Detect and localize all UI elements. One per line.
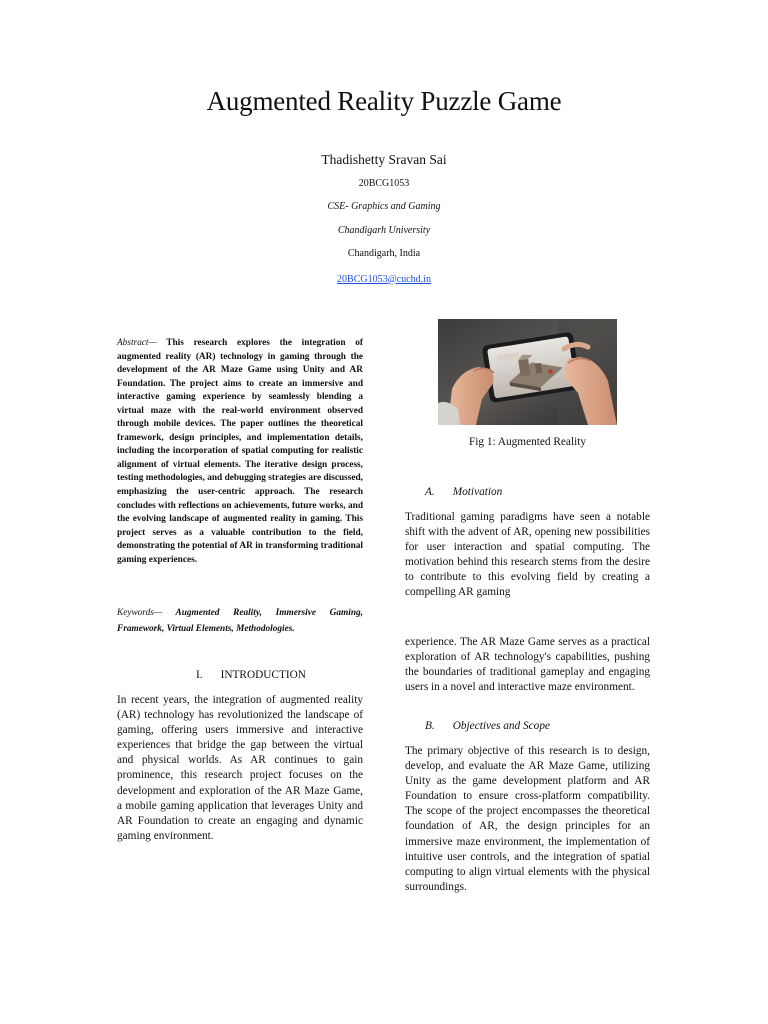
section-heading-motivation bbox=[425, 486, 502, 498]
introduction-body bbox=[117, 693, 363, 844]
abstract-text: This research explores the integration of augmented reality (AR) technology in gaming through the development of the AR Maze Game using Unity and AR Foundation. The project aims to create an immersive and interactive gaming experience by seamlessly blending a virtual maze with the real-world environment observed through mobile devices. The paper outlines the theoretical framework, design principles, and implementation details, including the incorporation of spatial computing for realistic alignment of virtual elements. The iterative design process, testing methodologies, and debugging strategies are discussed, emphasizing the user-centric approach. The research concludes with reflections on achievements, future works, and the evolving landscape of augmented reality in gaming. This project serves as a valuable contribution to the field, demonstrating the potential of AR in transforming traditional gaming experiences. bbox=[117, 338, 363, 565]
section-number: I. bbox=[196, 669, 203, 681]
figure-ar-phone bbox=[438, 319, 617, 425]
author-name: Thadishetty Sravan Sai bbox=[321, 152, 447, 167]
figure-caption: Fig 1: Augmented Reality bbox=[468, 436, 587, 448]
motivation-body-top bbox=[405, 510, 650, 601]
section-title: INTRODUCTION bbox=[220, 669, 306, 681]
motivation-paragraph-part2: experience. The AR Maze Game serves as a practical exploration of AR technology's capabilities, pushing the boundaries of traditional gameplay and engaging users in a novel and interactive maze environment. bbox=[405, 636, 650, 694]
motivation-body-bottom bbox=[405, 635, 650, 695]
keywords-text: Augmented Reality, Immersive Gaming, Framework, Virtual Elements, Methodologies. bbox=[117, 608, 363, 634]
keywords-label: Keywords— bbox=[117, 608, 163, 618]
author-location: Chandigarh, India bbox=[347, 248, 421, 259]
section-title: Objectives and Scope bbox=[452, 720, 550, 732]
section-number: B. bbox=[425, 720, 435, 732]
objectives-paragraph: The primary objective of this research is to design, develop, and evaluate the AR Maze Game, utilizing Unity as the game development platform and AR Foundation to ensure cross-platform compatibility. The scope of the project encompasses the theoretical foundation of AR, the design principles for an immersive maze environment, the implementation of intuitive user controls, and the integration of spatial computing to align virtual elements with the physical surroundings. bbox=[405, 745, 650, 893]
section-number: A. bbox=[425, 486, 435, 498]
section-heading-introduction bbox=[196, 669, 306, 681]
introduction-paragraph: In recent years, the integration of augmented reality (AR) technology has revolutionized the landscape of gaming, offering users immersive and interactive experiences that bridge the gap between the virtual and physical worlds. As AR continues to gain prominence, this research project focuses on the development and exploration of the AR Maze Game, a mobile gaming application that leverages Unity and AR Foundation to create an engaging and dynamic gaming environment. bbox=[117, 694, 363, 842]
author-id: 20BCG1053 bbox=[358, 177, 410, 189]
objectives-body bbox=[405, 744, 650, 895]
ar-phone-image bbox=[438, 319, 617, 425]
section-heading-objectives bbox=[425, 720, 550, 732]
author-university: Chandigarh University bbox=[337, 224, 431, 236]
author-department: CSE- Graphics and Gaming bbox=[327, 201, 441, 212]
abstract-label: Abstract— bbox=[117, 338, 157, 348]
motivation-paragraph-part1: Traditional gaming paradigms have seen a notable shift with the advent of AR, opening new possibilities for user interaction and spatial computing. The motivation behind this research stems from the desire to contribute to this evolving field by creating a compelling AR gaming bbox=[405, 511, 650, 599]
keywords bbox=[117, 605, 363, 637]
author-email-link[interactable]: 20BCG1053@cuchd.in bbox=[337, 273, 431, 285]
section-title: Motivation bbox=[452, 486, 503, 498]
author-block bbox=[0, 148, 768, 291]
paper-title: Augmented Reality Puzzle Game bbox=[206, 86, 562, 116]
abstract bbox=[117, 337, 363, 567]
